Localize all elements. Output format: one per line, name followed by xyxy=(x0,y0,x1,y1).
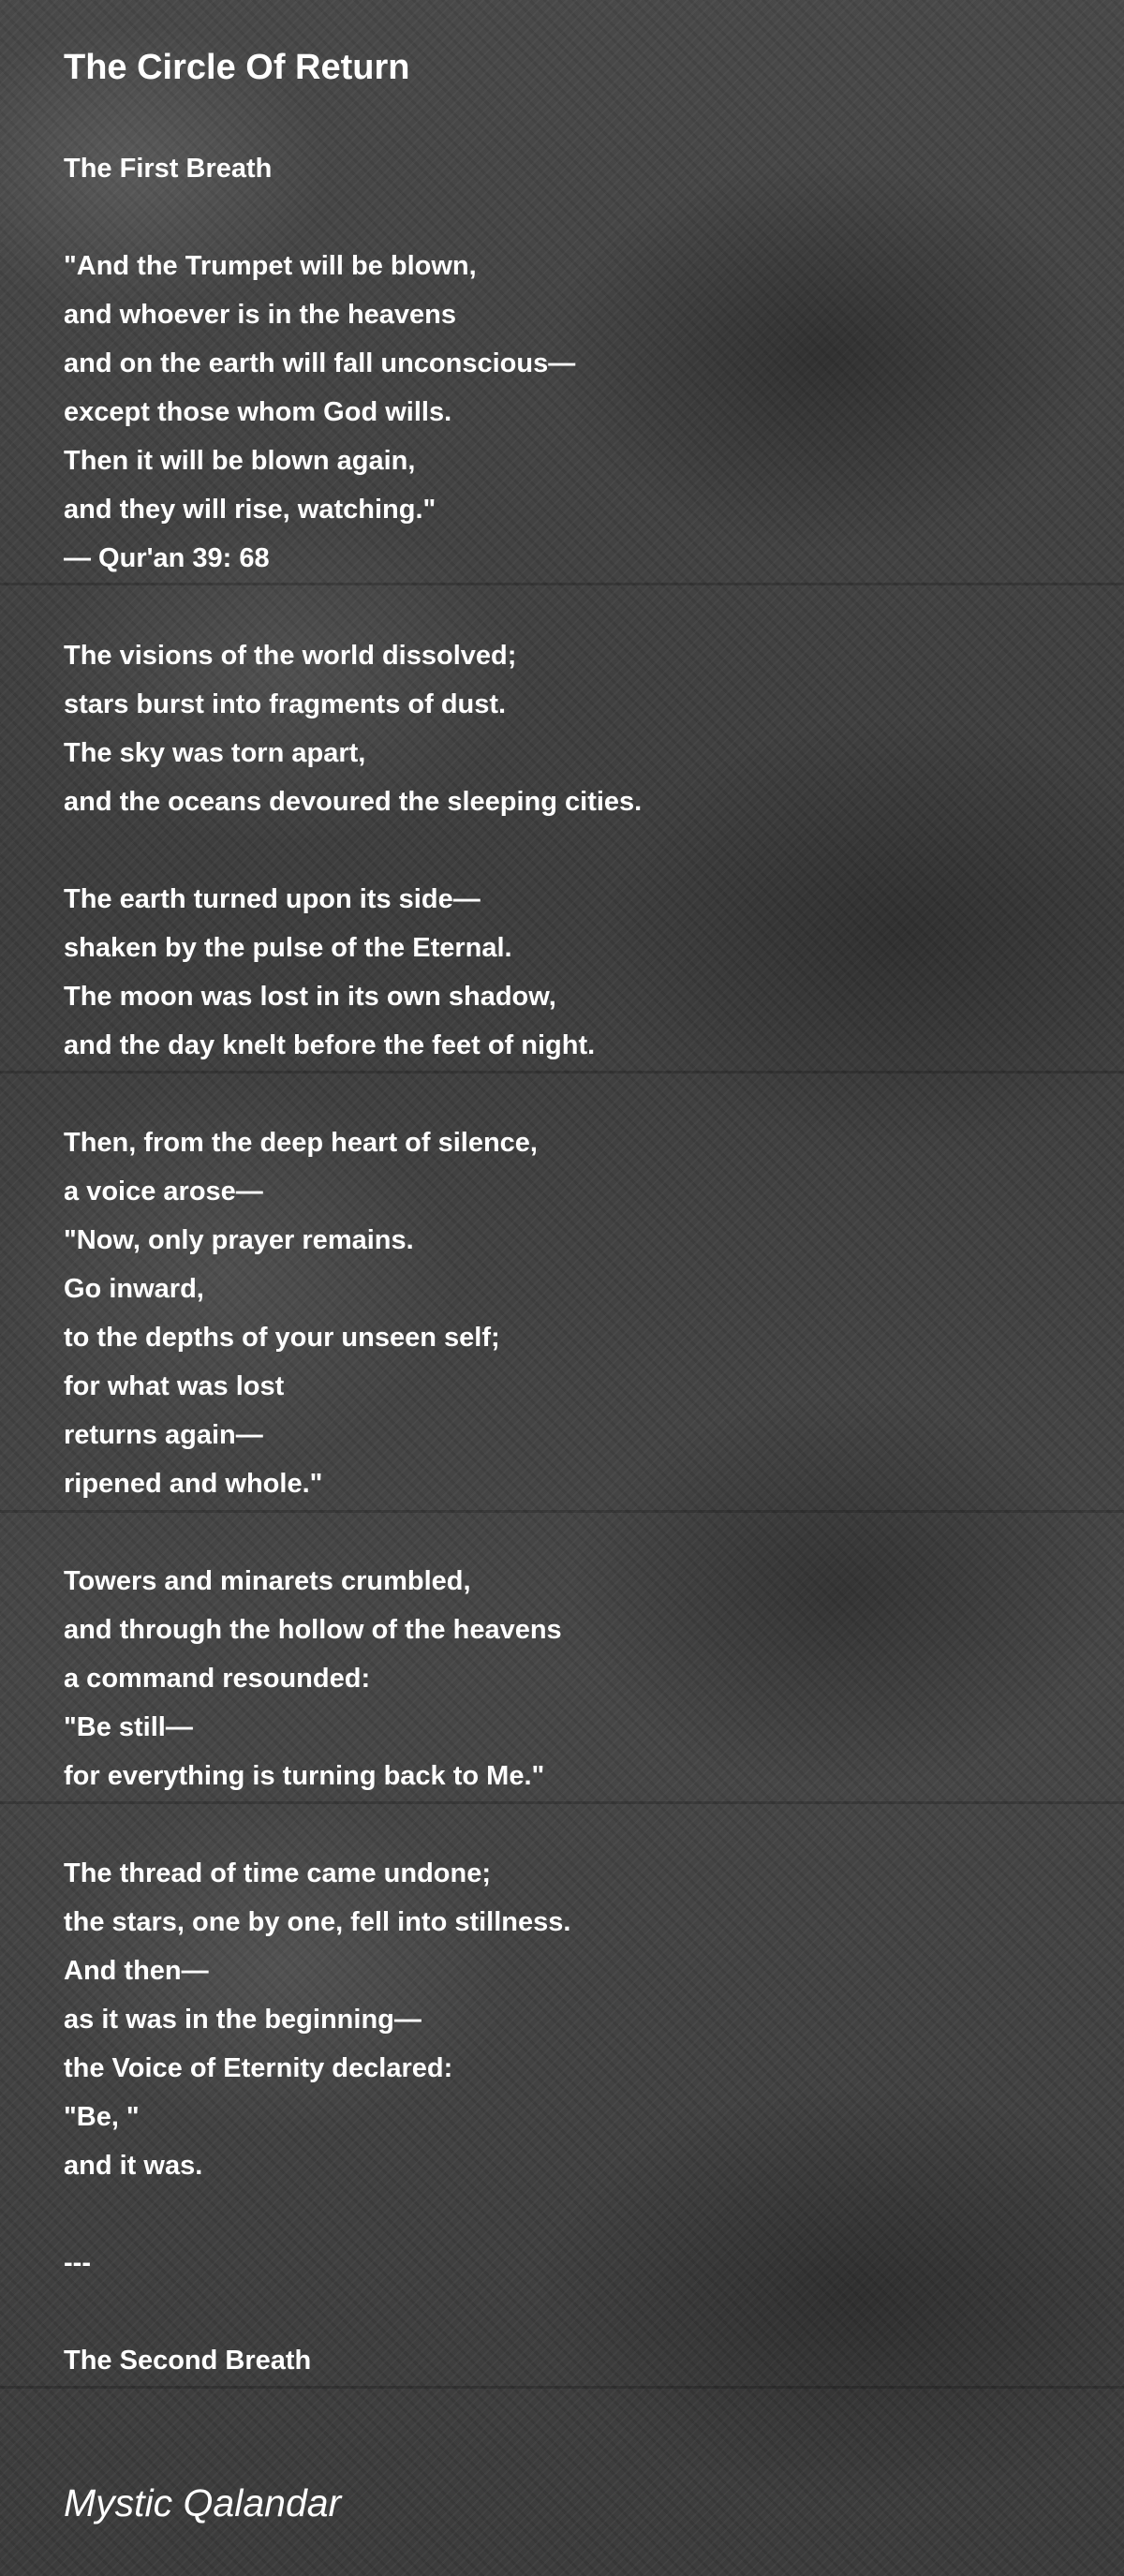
poem-line: the stars, one by one, fell into stillness. xyxy=(64,1907,571,1937)
poem-author: Mystic Qalandar xyxy=(64,2481,342,2524)
poem-line: shaken by the pulse of the Eternal. xyxy=(64,933,512,963)
stanza-break xyxy=(64,2190,1075,2239)
poem-line: stars burst into fragments of dust. xyxy=(64,689,507,719)
poem-line: "And the Trumpet will be blown, xyxy=(64,251,477,281)
poem-line: and on the earth will fall unconscious— xyxy=(64,348,576,378)
poem-line: and the oceans devoured the sleeping cities. xyxy=(64,787,643,817)
poem-line: And then— xyxy=(64,1956,209,1986)
poem-line: The sky was torn apart, xyxy=(64,738,366,768)
stanza-break xyxy=(64,1508,1075,1557)
background-seam xyxy=(0,2386,1124,2389)
poem-line: "Be still— xyxy=(64,1712,193,1742)
poem-line: returns again— xyxy=(64,1420,263,1450)
poem-line: — Qur'an 39: 68 xyxy=(64,543,270,573)
poem-line: Go inward, xyxy=(64,1274,204,1304)
stanza-break xyxy=(64,2287,1075,2336)
poem-line: "Now, only prayer remains. xyxy=(64,1225,414,1255)
poem-line: ripened and whole." xyxy=(64,1469,323,1499)
poem-body xyxy=(64,144,1075,2385)
poem-line: and through the hollow of the heavens xyxy=(64,1615,562,1645)
poem-line: The thread of time came undone; xyxy=(64,1858,491,1888)
poem-line: as it was in the beginning— xyxy=(64,2005,422,2035)
poem-line: the Voice of Eternity declared: xyxy=(64,2053,453,2083)
poem-line: --- xyxy=(64,2248,91,2278)
poem-line: The moon was lost in its own shadow, xyxy=(64,982,556,1012)
poem-line: The visions of the world dissolved; xyxy=(64,641,517,671)
poem-line: a command resounded: xyxy=(64,1664,371,1694)
poem-line: "Be, " xyxy=(64,2102,140,2132)
stanza-break xyxy=(64,1070,1075,1118)
poem-line: and it was. xyxy=(64,2151,203,2181)
stanza-break xyxy=(64,826,1075,875)
poem-line: Then, from the deep heart of silence, xyxy=(64,1128,538,1158)
poem-line: The Second Breath xyxy=(64,2346,312,2376)
poem-line: for what was lost xyxy=(64,1371,285,1401)
stanza-break xyxy=(64,583,1075,631)
poem-line: Then it will be blown again, xyxy=(64,446,416,476)
poem-line: Towers and minarets crumbled, xyxy=(64,1566,471,1596)
stanza-break xyxy=(64,193,1075,242)
poem-line: and the day knelt before the feet of night. xyxy=(64,1030,596,1060)
poem-line: and whoever is in the heavens xyxy=(64,300,457,330)
poem-line: The earth turned upon its side— xyxy=(64,884,481,914)
stanza-break xyxy=(64,1800,1075,1849)
poem-line: for everything is turning back to Me." xyxy=(64,1761,545,1791)
poem-line: a voice arose— xyxy=(64,1177,263,1207)
poem-line: to the depths of your unseen self; xyxy=(64,1323,500,1353)
poem-line: The First Breath xyxy=(64,154,273,184)
poem-line: except those whom God wills. xyxy=(64,397,452,427)
poem-line: and they will rise, watching." xyxy=(64,495,436,525)
poem-title: The Circle Of Return xyxy=(64,48,410,87)
